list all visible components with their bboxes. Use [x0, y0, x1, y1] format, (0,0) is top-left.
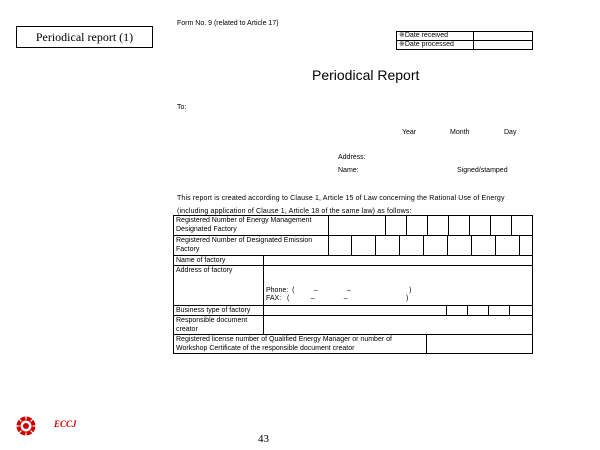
row-license-number: [174, 334, 532, 353]
reg-energy-digit-1[interactable]: [329, 216, 385, 235]
reg-emission-digit-6[interactable]: [447, 236, 471, 255]
brand-name: ECCJ: [54, 419, 77, 429]
business-type-label: Business type of factory: [174, 306, 264, 315]
business-type-digit-1[interactable]: [446, 306, 467, 315]
date-processed-row: [397, 41, 533, 50]
month-label: Month: [450, 129, 470, 136]
reg-emission-digit-4[interactable]: [399, 236, 423, 255]
date-received-field[interactable]: [474, 32, 533, 41]
to-label: To:: [177, 104, 187, 111]
reg-emission-digit-5[interactable]: [423, 236, 447, 255]
date-received-label: ※Date received: [397, 32, 474, 41]
form-number: Form No. 9 (related to Article 17): [177, 20, 279, 27]
factory-name-label: Name of factory: [174, 256, 264, 265]
responsible-creator-field[interactable]: [264, 316, 532, 334]
reg-energy-digit-8[interactable]: [511, 216, 532, 235]
address-label: Address:: [338, 154, 366, 161]
row-factory-address: [174, 265, 532, 305]
reg-emission-digit-3[interactable]: [375, 236, 399, 255]
report-table: [173, 215, 533, 354]
year-label: Year: [402, 129, 417, 136]
reg-energy-digit-3[interactable]: [406, 216, 427, 235]
signed-stamped-label: Signed/stamped: [457, 167, 508, 174]
factory-address-field[interactable]: [264, 266, 532, 305]
phone-line: Phone: ( – – ): [266, 287, 412, 294]
slide-label: Periodical report (1): [35, 29, 134, 44]
business-type-digit-2[interactable]: [467, 306, 488, 315]
reg-energy-digit-7[interactable]: [490, 216, 511, 235]
date-processed-label: ※Date processed: [397, 41, 474, 50]
business-type-digits: [264, 306, 532, 315]
business-type-digit-4[interactable]: [509, 306, 530, 315]
intro-text: This report is created according to Clause 1, Article 15 of Law concerning the Rational Use of Energy (including application of Clause 1, Article 18 of the same law) as follows:: [177, 195, 505, 215]
factory-address-label: Address of factory: [174, 266, 264, 305]
fax-line: FAX: ( – – ): [266, 295, 409, 302]
day-label: Day: [504, 129, 517, 136]
row-factory-name: [174, 255, 532, 265]
row-reg-energy: [174, 216, 532, 235]
reg-energy-digit-5[interactable]: [448, 216, 469, 235]
business-type-digit-3[interactable]: [488, 306, 509, 315]
row-responsible-creator: [174, 315, 532, 334]
reg-emission-label: Registered Number of Designated Emission Factory: [174, 236, 329, 255]
reg-energy-digits: [329, 216, 532, 235]
slide-label-box: [16, 26, 153, 48]
reg-emission-digit-8[interactable]: [495, 236, 519, 255]
date-received-row: [397, 32, 533, 41]
report-title: Periodical Report: [312, 67, 420, 83]
eccj-logo-icon: [16, 416, 36, 436]
reg-energy-digit-2[interactable]: [385, 216, 406, 235]
responsible-creator-label: Responsible document creator: [174, 316, 264, 334]
factory-name-field[interactable]: [264, 256, 532, 265]
reg-energy-label: Registered Number of Energy Management Designated Factory: [174, 216, 329, 235]
business-type-spacer: [264, 306, 446, 315]
reg-emission-digits: [329, 236, 540, 255]
license-number-label: Registered license number of Qualified Energy Manager or number of Workshop Certificate of the responsible document creator: [174, 335, 427, 353]
date-processed-field[interactable]: [474, 41, 533, 50]
row-business-type: [174, 305, 532, 315]
office-use-date-box: [396, 31, 533, 50]
reg-emission-digit-7[interactable]: [471, 236, 495, 255]
reg-energy-digit-6[interactable]: [469, 216, 490, 235]
row-reg-emission: [174, 235, 532, 255]
reg-emission-digit-2[interactable]: [351, 236, 375, 255]
page-number: 43: [258, 433, 269, 445]
license-number-field[interactable]: [427, 335, 532, 353]
reg-emission-digit-9[interactable]: [519, 236, 540, 255]
name-label: Name:: [338, 167, 359, 174]
reg-emission-digit-1[interactable]: [329, 236, 351, 255]
reg-energy-digit-4[interactable]: [427, 216, 448, 235]
